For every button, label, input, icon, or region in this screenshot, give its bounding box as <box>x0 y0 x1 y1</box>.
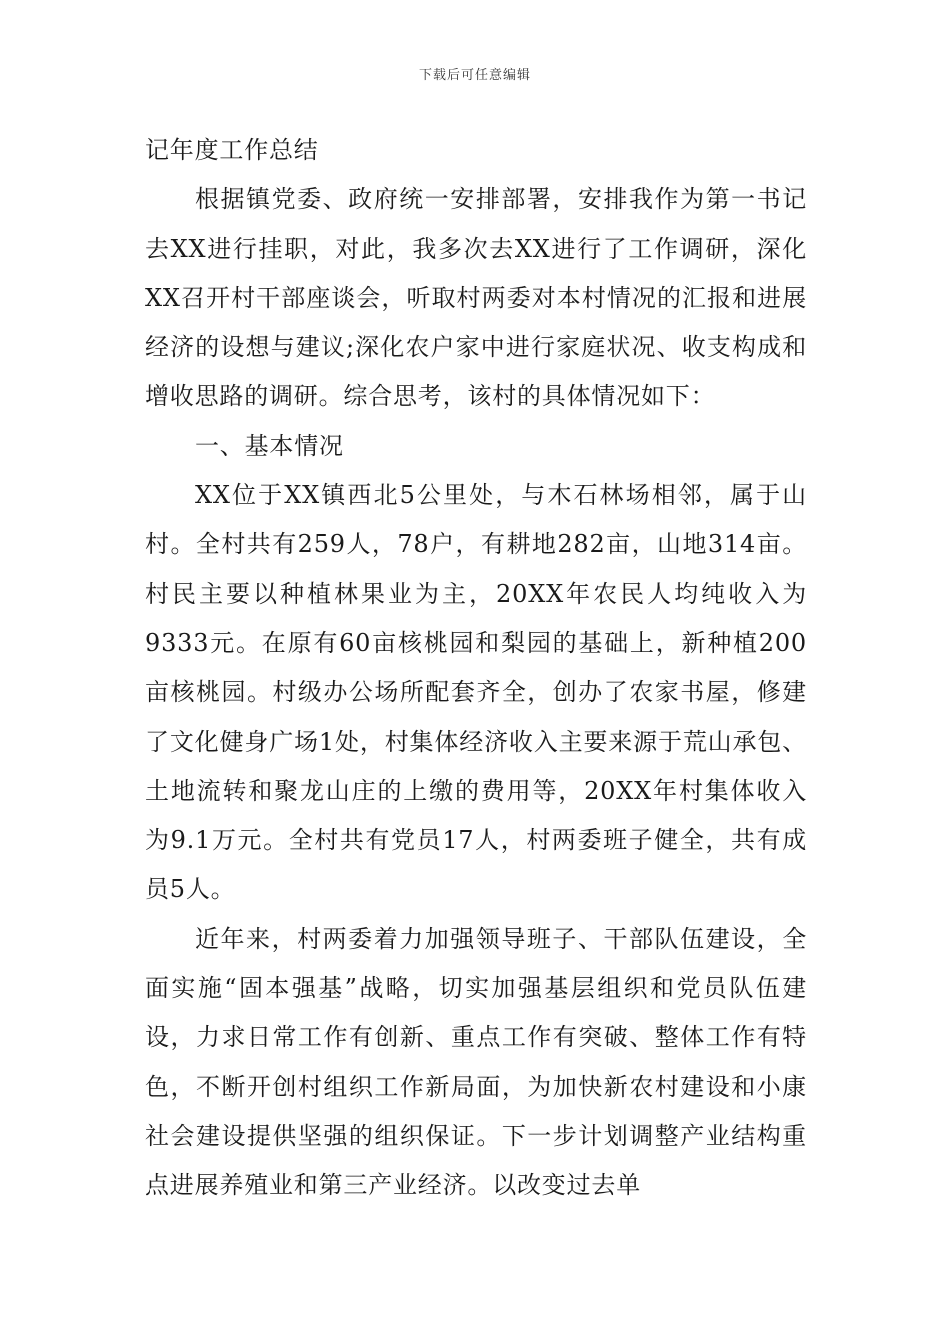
paragraph-recent-work: 近年来，村两委着力加强领导班子、干部队伍建设，全面实施“固本强基”战略，切实加强基层组织和党员队伍建设，力求日常工作有创新、重点工作有突破、整体工作有特色，不断开创村组织工作新局面，为加快新农村建设和小康社会建设提供坚强的组织保证。下一步计划调整产业结构重点进展养殖业和第三产业经济。以改变过去单 <box>145 924 807 1200</box>
paragraph-intro: 根据镇党委、政府统一安排部署，安排我作为第一书记去XX进行挂职，对此，我多次去XX进行了工作调研，深化XX召开村干部座谈会，听取村两委对本村情况的汇报和进展经济的设想与建议;深化农户家中进行家庭状况、收支构成和增收思路的调研。综合思考，该村的具体情况如下： <box>145 185 807 411</box>
document-body <box>145 126 807 1211</box>
paragraph-basic-info: XX位于XX镇西北5公里处，与木石林场相邻，属于山村。全村共有259人，78户，有耕地282亩，山地314亩。村民主要以种植林果业为主，20XX年农民人均纯收入为9333元。在原有60亩核桃园和梨园的基础上，新种植200亩核桃园。村级办公场所配套齐全，创办了农家书屋，修建了文化健身广场1处，村集体经济收入主要来源于荒山承包、土地流转和聚龙山庄的上缴的费用等，20XX年村集体收入为9.1万元。全村共有党员17人，村两委班子健全，共有成员5人。 <box>145 481 807 904</box>
document-title: 记年度工作总结 <box>145 136 319 164</box>
header-note: 下载后可任意编辑 <box>418 68 531 83</box>
section-heading-basic: 一、基本情况 <box>195 431 344 460</box>
